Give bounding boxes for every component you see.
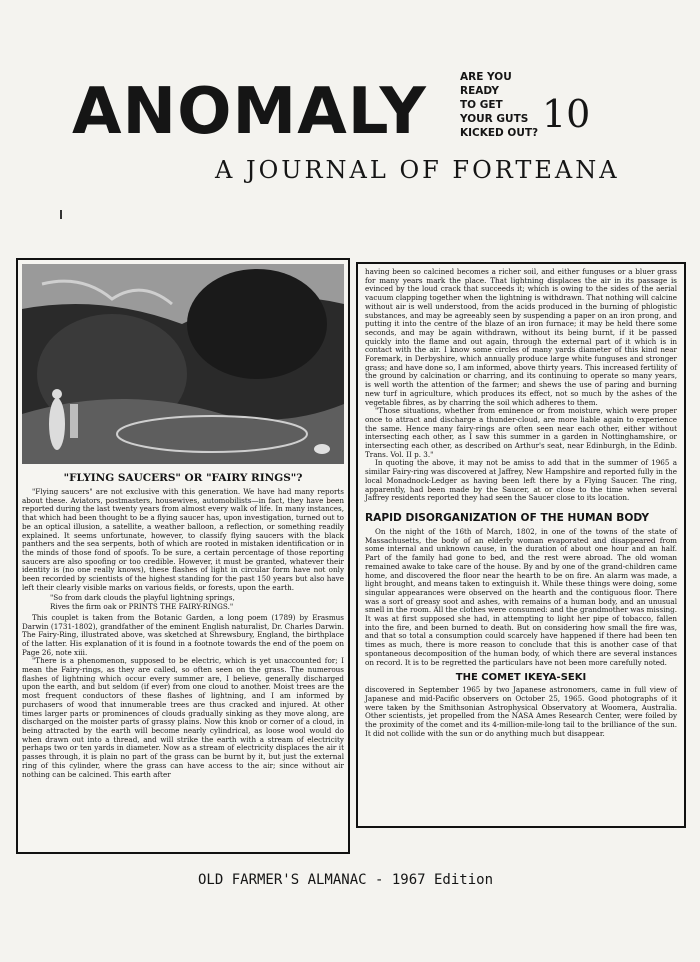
verse-line: "So from dark clouds the playful lightning springs,	[50, 593, 235, 603]
article-paragraph: This couplet is taken from the Botanic Garden, a long poem (1789) by Erasmus Darwin (1731-1802), grandfather of the eminent English naturalist, Dr. Charles Darwin. The Fairy-Ring, illustrated above, was sketched at Shrewsbury, England, the birthplace of the latter. His explanation of it is found in a footnote towards the end of the poem on Page 26, note xiii.	[22, 612, 344, 657]
human-body-heading: RAPID DISORGANIZATION OF THE HUMAN BODY	[365, 511, 650, 524]
tagline-line: YOUR GUTS	[460, 113, 529, 125]
masthead-tagline	[460, 70, 540, 140]
darwin-verse	[50, 594, 344, 611]
issue-number: 10	[542, 92, 591, 136]
left-column	[16, 258, 350, 854]
article-paragraph: In quoting the above, it may not be amiss to add that in the summer of 1965 a similar Fairy-ring was discovered at Jaffrey, New Hampshire and reported fully in the local Monadnock-Ledger as having been left there by a Flying Saucer. The ring, apparently, had been made by the Saucer, at or close to the time when several Jaffrey residents reported they had seen the Saucer close to its location.	[365, 458, 677, 503]
article-paragraph: "Flying saucers" are not exclusive with this generation. We have had many reports about these. Aviators, postmasters, housewives, automobilists—in fact, they have been reported during the last twenty years from almost every walk of life. In many instances, that which had been thought to be a flying saucer has, upon investigation, turned out to be an optical illusion, a satellite, a weather balloon, a reflection, or something readily explained. It seems unfortunate, however, to classify flying saucers with the black panthers and the sea serpents, both of which are rooted in mistaken identification or in the minds of those fond of spoofs. To be sure, a certain percentage of those reporting saucers are also spoofing or too credible. However, it must be granted, whatever their identity is (no one really knows), these flashes of light in circular form have not only been recorded by scientists of the highest standing for the past 150 years but also have left their clearly visible marks on various fields, or forests, upon the earth.	[22, 487, 344, 592]
article-paragraph: "Those situations, whether from eminence or from moisture, which were proper once to attract and discharge a thunder-cloud, are more liable again to experience the same. Hence many fairy-rings are often seen near each other, either without intersecting each other, as I saw this summer in a garden in Nottinghamshire, or intersecting each other, as described on Arthur's seat, near Edinburgh, in the Edinb. Trans. Vol. II p. 3."	[365, 406, 677, 459]
source-footer: OLD FARMER'S ALMANAC - 1967 Edition	[198, 872, 494, 888]
tagline-line: READY	[460, 85, 499, 97]
journal-subtitle: A JOURNAL OF FORTEANA	[215, 156, 620, 184]
verse-line: Rives the firm oak or PRINTS THE FAIRY-RINGS."	[50, 602, 234, 612]
article-paragraph: having been so calcined becomes a richer soil, and either funguses or a bluer grass for many years mark the place. That lightning displaces the air in its passage is evinced by the loud crack that succeeds it; which is owing to the sides of the aerial vacuum clapping together when the lightning is withdrawn. That nothing will calcine without air is well understood, from the acids produced in the burning of phlogistic substances, and may be agreeably seen by suspending a paper on an iron prong, and putting it into the centre of the blaze of an iron furnace; it may be held there some seconds, and may be again withdrawn, without its being burnt, if it be passed quickly into the flame and out again, through the external part of it which is in contact with the air. I know some circles of many yards diameter of this kind near Foremark, in Derbyshire, which annually produce large white funguses and stronger grass; and have done so, I am informed, above thirty years. This increased fertility of the ground by calcination or charring, and its continuing to operate so many years, is well worth the attention of the farmer; and shews the use of paring and burning new turf in agriculture, which produces its effect, not so much by the ashes of the vegetable fibres, as by charring the soil which adheres to them.	[365, 267, 677, 407]
tagline-line: TO GET	[460, 99, 503, 111]
fairy-rings-heading: "FLYING SAUCERS" OR "FAIRY RINGS"?	[63, 472, 303, 484]
tagline-line: KICKED OUT?	[460, 127, 539, 139]
comet-heading: THE COMET IKEYA-SEKI	[455, 672, 587, 684]
tagline-line: ARE YOU	[460, 71, 512, 83]
right-column	[356, 262, 686, 828]
fairy-ring-engraving	[22, 264, 344, 464]
article-paragraph: discovered in September 1965 by two Japanese astronomers, came in full view of Japanese and mid-Pacific observers on October 25, 1965. Good photographs of it were taken by the Smithsonian Astrophysical Observatory at Woomera, Australia. Other scientists, jet propelled from the NASA Ames Research Center, were foiled by the proximity of the comet and its 4-million-mile-long tail to the brilliance of the sun. It did not collide with the sun or do anything much but disappear.	[365, 685, 677, 738]
article-paragraph: On the night of the 16th of March, 1802, in one of the towns of the state of Massachusetts, the body of an elderly woman evaporated and disappeared from some internal and unknown cause, in the duration of about one hour and an half. Part of the family had gone to bed, and the rest were abroad. The old woman remained awake to take care of the house. By and by one of the grand-children came home, and discovered the floor near the hearth to be on fire. An alarm was made, a light brought, and means taken to extinguish it. While these things were doing, some singular appearances were observed on the hearth and the contiguous floor. There was a sort of greasy soot and ashes, with remains of a human body, and an unusual smell in the room. All the clothes were consumed: and the grandmother was missing. It was at first supposed she had, in attempting to light her pipe of tobacco, fallen into the fire, and been burned to death. But on considering how small the fire was, and that so total a consumption could scarcely have happened if there had been ten times as much, there is more reason to conclude that this is another case of that spontaneous decomposition of the human body, of which there are several instances on record. It is to be regretted the particulars have not been more carefully noted.	[365, 526, 677, 667]
article-paragraph: "There is a phenomenon, supposed to be electric, which is yet unaccounted for; I mean the Fairy-rings, as they are called, so often seen on the grass. The numerous flashes of lightning which occur every summer are, I believe, generally discharged upon the earth, and but seldom (if ever) from one cloud to another. Moist trees are the most frequent conductors of these flashes of lightning, and I am informed by purchasers of wood that innumerable trees are thus cracked and injured. At other times larger parts or prominences of clouds gradually sinking as they move along, are discharged on the moister parts of grassy plains. Now this knob or corner of a cloud, in being attracted by the earth will become nearly cylindrical, as loose wool would do when drawn out into a thread, and will strike the earth with a stream of electricity perhaps two or ten yards in diameter. Now as a stream of electricity displaces the air it passes through, it is plain no part of the grass can be burnt by it, but just the external ring of this cylinder, where the grass can have access to the air; since without air nothing can be calcined. This earth after	[22, 656, 344, 779]
ink-speck	[60, 210, 62, 219]
masthead-title: ANOMALY	[72, 75, 427, 149]
